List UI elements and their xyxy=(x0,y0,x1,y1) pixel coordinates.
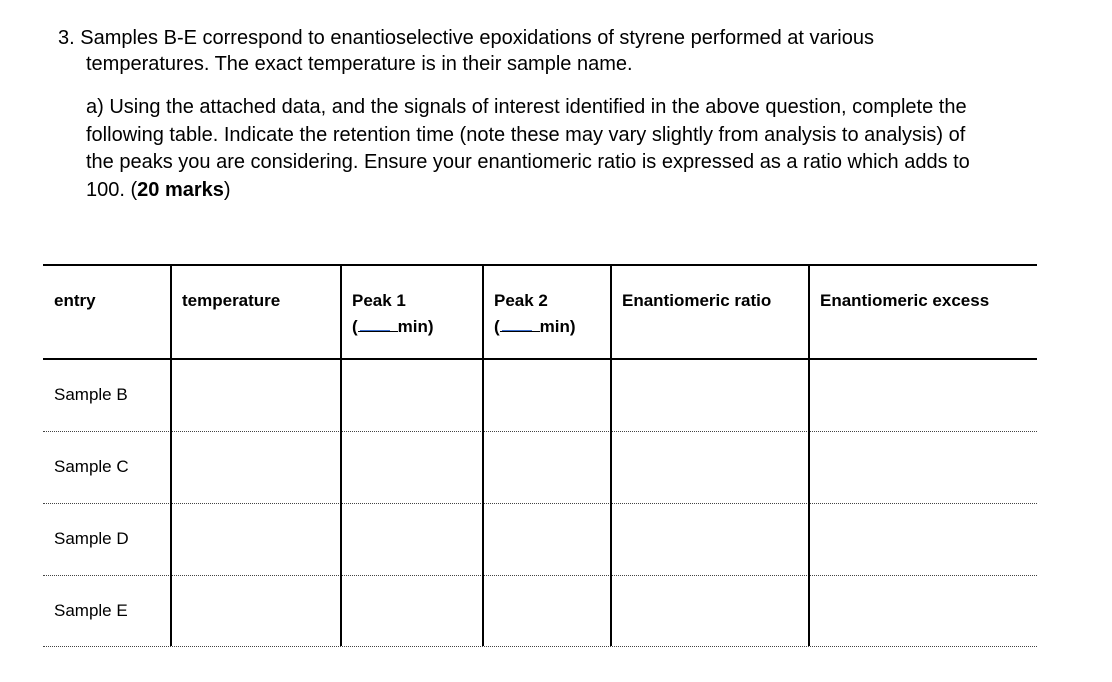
column-divider xyxy=(170,265,172,646)
part-a-line-2: following table. Indicate the retention time (note these may vary slightly from analysis to analysis) of xyxy=(86,123,966,146)
header-peak-1-time xyxy=(352,316,434,338)
column-divider xyxy=(482,265,484,646)
part-a-line-1: a) Using the attached data, and the signals of interest identified in the above question, complete the xyxy=(86,96,967,118)
header-peak-1 xyxy=(352,290,434,338)
header-peak-1-label: Peak 1 xyxy=(352,291,406,310)
table-top-border xyxy=(43,264,1037,266)
unit-label: min) xyxy=(397,317,434,336)
part-a-line-3: the peaks you are considering. Ensure your enantiomeric ratio is expressed as a ratio which adds to xyxy=(86,151,970,173)
question-line-1: 3. Samples B-E correspond to enantioselective epoxidations of styrene performed at various xyxy=(58,27,874,49)
row-label-sample-b: Sample B xyxy=(54,385,128,404)
question-line-2: temperatures. The exact temperature is in their sample name. xyxy=(86,53,633,75)
paren-open: ( xyxy=(352,317,358,336)
header-enantiomeric-excess: Enantiomeric excess xyxy=(820,291,990,310)
marks-label: 20 marks xyxy=(137,178,224,201)
column-divider xyxy=(610,265,612,646)
row-divider xyxy=(43,431,1037,432)
row-divider xyxy=(43,503,1037,504)
unit-label: min) xyxy=(539,317,576,336)
table-bottom-border xyxy=(43,646,1037,647)
row-label-sample-d: Sample D xyxy=(54,529,129,548)
column-divider xyxy=(808,265,810,646)
header-enantiomeric-ratio: Enantiomeric ratio xyxy=(622,291,772,310)
header-temperature: temperature xyxy=(182,291,281,310)
row-label-sample-c: Sample C xyxy=(54,457,129,476)
part-a-line-4-start: 100. ( xyxy=(86,178,138,201)
column-divider xyxy=(340,265,342,646)
row-label-sample-e: Sample E xyxy=(54,601,128,620)
header-peak-2 xyxy=(494,290,576,338)
retention-time-blank[interactable] xyxy=(358,317,398,332)
paren-open: ( xyxy=(494,317,500,336)
retention-time-blank[interactable] xyxy=(500,317,540,332)
row-divider xyxy=(43,575,1037,576)
header-peak-2-label: Peak 2 xyxy=(494,291,548,310)
header-peak-2-time xyxy=(494,316,576,338)
header-entry: entry xyxy=(54,291,96,310)
table-header-border xyxy=(43,358,1037,360)
part-a-line-4-end: ) xyxy=(223,178,231,201)
